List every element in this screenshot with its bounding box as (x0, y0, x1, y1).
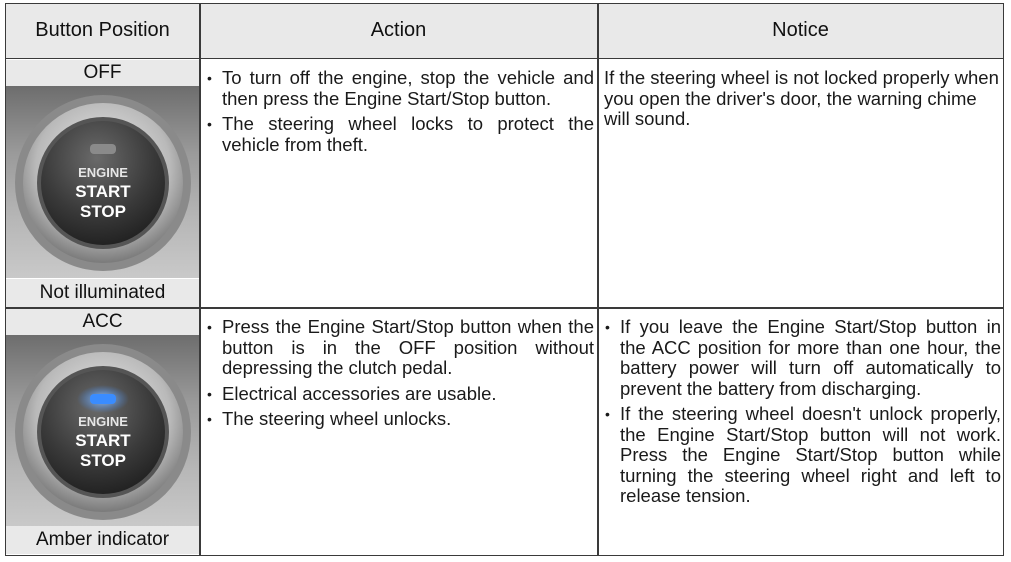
table-header (6, 4, 1003, 59)
list-item: • Electrical accessories are usable. (206, 384, 594, 405)
position-label-off: OFF (6, 60, 199, 86)
notice-cell-off: If the steering wheel is not locked properly when you open the driver's door, the warning chime will sound. (604, 67, 999, 129)
column-divider (199, 4, 201, 555)
action-cell-off (206, 68, 594, 160)
notice-cell-acc (604, 317, 1001, 512)
engine-start-stop-button-icon (6, 86, 199, 278)
svg-text:STOP: STOP (80, 451, 126, 470)
indicator-light (90, 394, 116, 404)
button-image-acc (6, 335, 199, 527)
header-button-position: Button Position (35, 19, 170, 41)
state-label-off: Not illuminated (6, 279, 199, 307)
list-item: • Press the Engine Start/Stop button when the button is in the OFF position without depressing the clutch pedal. (206, 317, 594, 379)
button-position-table (5, 3, 1004, 556)
list-item: • If the steering wheel doesn't unlock properly, the Engine Start/Stop button will not work. Press the Engine Start/Stop button while turning the steering wheel right and left to release tension. (604, 404, 1001, 507)
header-action: Action (370, 19, 427, 41)
svg-text:START: START (75, 431, 131, 450)
action-cell-acc (206, 317, 594, 435)
svg-text:ENGINE: ENGINE (78, 414, 128, 429)
button-image-off (6, 86, 199, 278)
indicator-light (90, 144, 116, 154)
column-divider (597, 4, 599, 555)
svg-text:ENGINE: ENGINE (78, 165, 128, 180)
svg-text:STOP: STOP (80, 202, 126, 221)
list-item: • The steering wheel unlocks. (206, 409, 594, 430)
list-item: • To turn off the engine, stop the vehicle and then press the Engine Start/Stop button. (206, 68, 594, 109)
header-notice: Notice (772, 19, 829, 41)
position-label-acc: ACC (6, 309, 199, 335)
svg-text:START: START (75, 182, 131, 201)
state-label-acc: Amber indicator (6, 526, 199, 554)
list-item: • If you leave the Engine Start/Stop button in the ACC position for more than one hour, the battery power will turn off automatically to prevent the battery from discharging. (604, 317, 1001, 399)
list-item: • The steering wheel locks to protect the vehicle from theft. (206, 114, 594, 155)
engine-start-stop-button-icon (6, 335, 199, 527)
